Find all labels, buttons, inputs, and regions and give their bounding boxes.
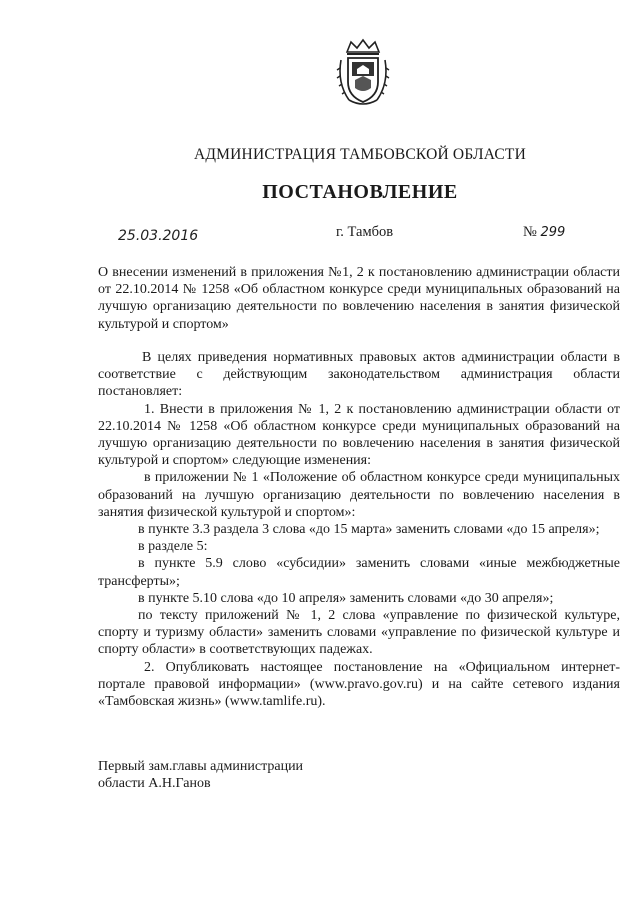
item-1-paragraph: 1. Внести в приложения № 1, 2 к постановлению администрации области от 22.10.2014 № 1258 «Об областном конкурсе среди муниципальных образований на лучшую организацию деятельности по вовлечению населения в занятия физической культурой и спортом» следующие изменения:: [98, 401, 620, 469]
preamble-paragraph: В целях приведения нормативных правовых актов администрации области в соответствие с действующим законодательством администрация области постановляет:: [98, 350, 620, 400]
signature-block: [98, 758, 303, 792]
signature-line-2: области А.Н.Ганов: [98, 776, 211, 791]
tambov-coat-of-arms-icon: [335, 38, 391, 108]
document-subject: О внесении изменений в приложения №1, 2 к постановлению администрации области от 22.10.2014 № 1258 «Об областном конкурсе среди муниципальных образований на лучшую организацию деятельности по вовлечению населения в занятия физической культурой и спортом»: [98, 265, 620, 332]
item-1a2-paragraph: в разделе 5:: [138, 539, 208, 555]
item-1a1-paragraph: в пункте 3.3 раздела 3 слова «до 15 марта» заменить словами «до 15 апреля»;: [138, 522, 600, 538]
document-number-value: 299: [540, 225, 566, 240]
item-1a4-paragraph: в пункте 5.10 слова «до 10 апреля» заменить словами «до 30 апреля»;: [138, 590, 554, 606]
document-type: ПОСТАНОВЛЕНИЕ: [262, 181, 458, 203]
item-1a-paragraph: в приложении № 1 «Положение об областном конкурсе среди муниципальных образований на лучшую организацию деятельности по вовлечению населения в занятия физической культурой и спортом»:: [98, 470, 620, 520]
item-1b-paragraph: по тексту приложений № 1, 2 слова «управление по физической культуре, спорту и туризму области» заменить словами «управление по физической культуре и спорту области» в соответствующих падежах.: [98, 608, 620, 658]
item-1a3-paragraph: в пункте 5.9 слово «субсидии» заменить словами «иные межбюджетные трансферты»;: [98, 556, 620, 589]
document-date: 25.03.2016: [118, 228, 199, 244]
document-number: [523, 224, 565, 241]
item-2-paragraph: 2. Опубликовать настоящее постановление на «Официальном интернет-портале правовой информации» (www.pravo.gov.ru) и на сайте сетевого издания «Тамбовская жизнь» (www.tamlife.ru).: [98, 659, 620, 710]
signature-line-1: Первый зам.главы администрации: [98, 759, 304, 774]
document-city: г. Тамбов: [336, 224, 394, 240]
document-body: [98, 349, 620, 710]
document-number-prefix: №: [523, 224, 537, 240]
organization-name: АДМИНИСТРАЦИЯ ТАМБОВСКОЙ ОБЛАСТИ: [194, 146, 526, 163]
